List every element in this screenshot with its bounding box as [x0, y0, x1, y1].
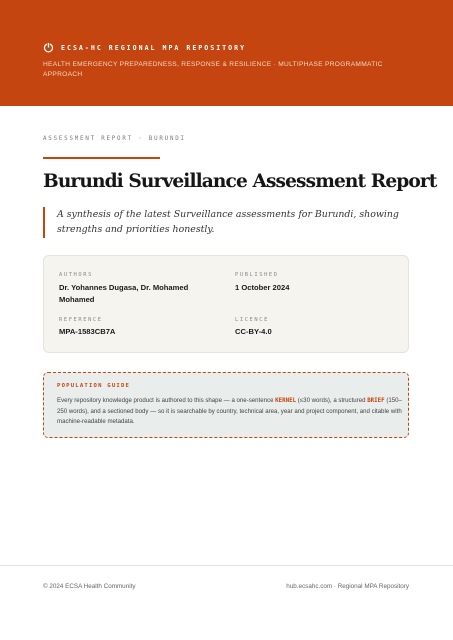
authors-value: Dr. Yohannes Dugasa, Dr. Mohamed Mohamed: [59, 283, 189, 304]
guide-text-part: (≤30 words), a structured: [296, 397, 368, 404]
guide-text-part: (150–250 words), and a sectioned body — so it is searchable by country, technical area, year and project component, and citable with machine-readable metadata.: [57, 397, 402, 425]
footer-divider: [0, 565, 453, 566]
accent-divider: [43, 157, 160, 159]
site-header: [0, 0, 453, 106]
licence-label: LICENCE: [235, 317, 269, 323]
brief-code: BRIEF: [367, 398, 385, 404]
reference-label: REFERENCE: [59, 317, 103, 323]
reference-value: MPA-1583CB7A: [59, 327, 116, 336]
guide-title: POPULATION GUIDE: [57, 383, 131, 389]
power-icon: [43, 42, 54, 53]
brand[interactable]: [43, 42, 246, 53]
header-tagline: HEALTH EMERGENCY PREPAREDNESS, RESPONSE & RESILIENCE · MULTIPHASE PROGRAMMATIC APPROACH: [43, 61, 383, 78]
published-label: PUBLISHED: [235, 272, 279, 278]
authors-label: AUTHORS: [59, 272, 93, 278]
kernel-code: KERNEL: [275, 398, 297, 404]
licence-value: CC-BY-4.0: [235, 327, 272, 336]
footer-site-link[interactable]: hub.ecsahc.com · Regional MPA Repository: [286, 583, 409, 590]
population-guide: [43, 372, 409, 438]
lede-accent-bar: [43, 207, 45, 238]
footer-copyright: © 2024 ECSA Health Community: [43, 583, 136, 590]
brand-name: ECSA-HC REGIONAL MPA REPOSITORY: [61, 43, 247, 52]
metadata-card: [43, 255, 409, 353]
guide-text: [57, 396, 402, 428]
guide-text-part: Every repository knowledge product is authored to this shape — a one-sentence: [57, 397, 276, 404]
lede-summary: A synthesis of the latest Surveillance assessments for Burundi, showing strengths and priorities honestly.: [57, 209, 399, 235]
published-value: 1 October 2024: [235, 283, 290, 292]
page-title: Burundi Surveillance Assessment Report: [43, 171, 437, 192]
document-kicker: ASSESSMENT REPORT · BURUNDI: [43, 136, 186, 142]
